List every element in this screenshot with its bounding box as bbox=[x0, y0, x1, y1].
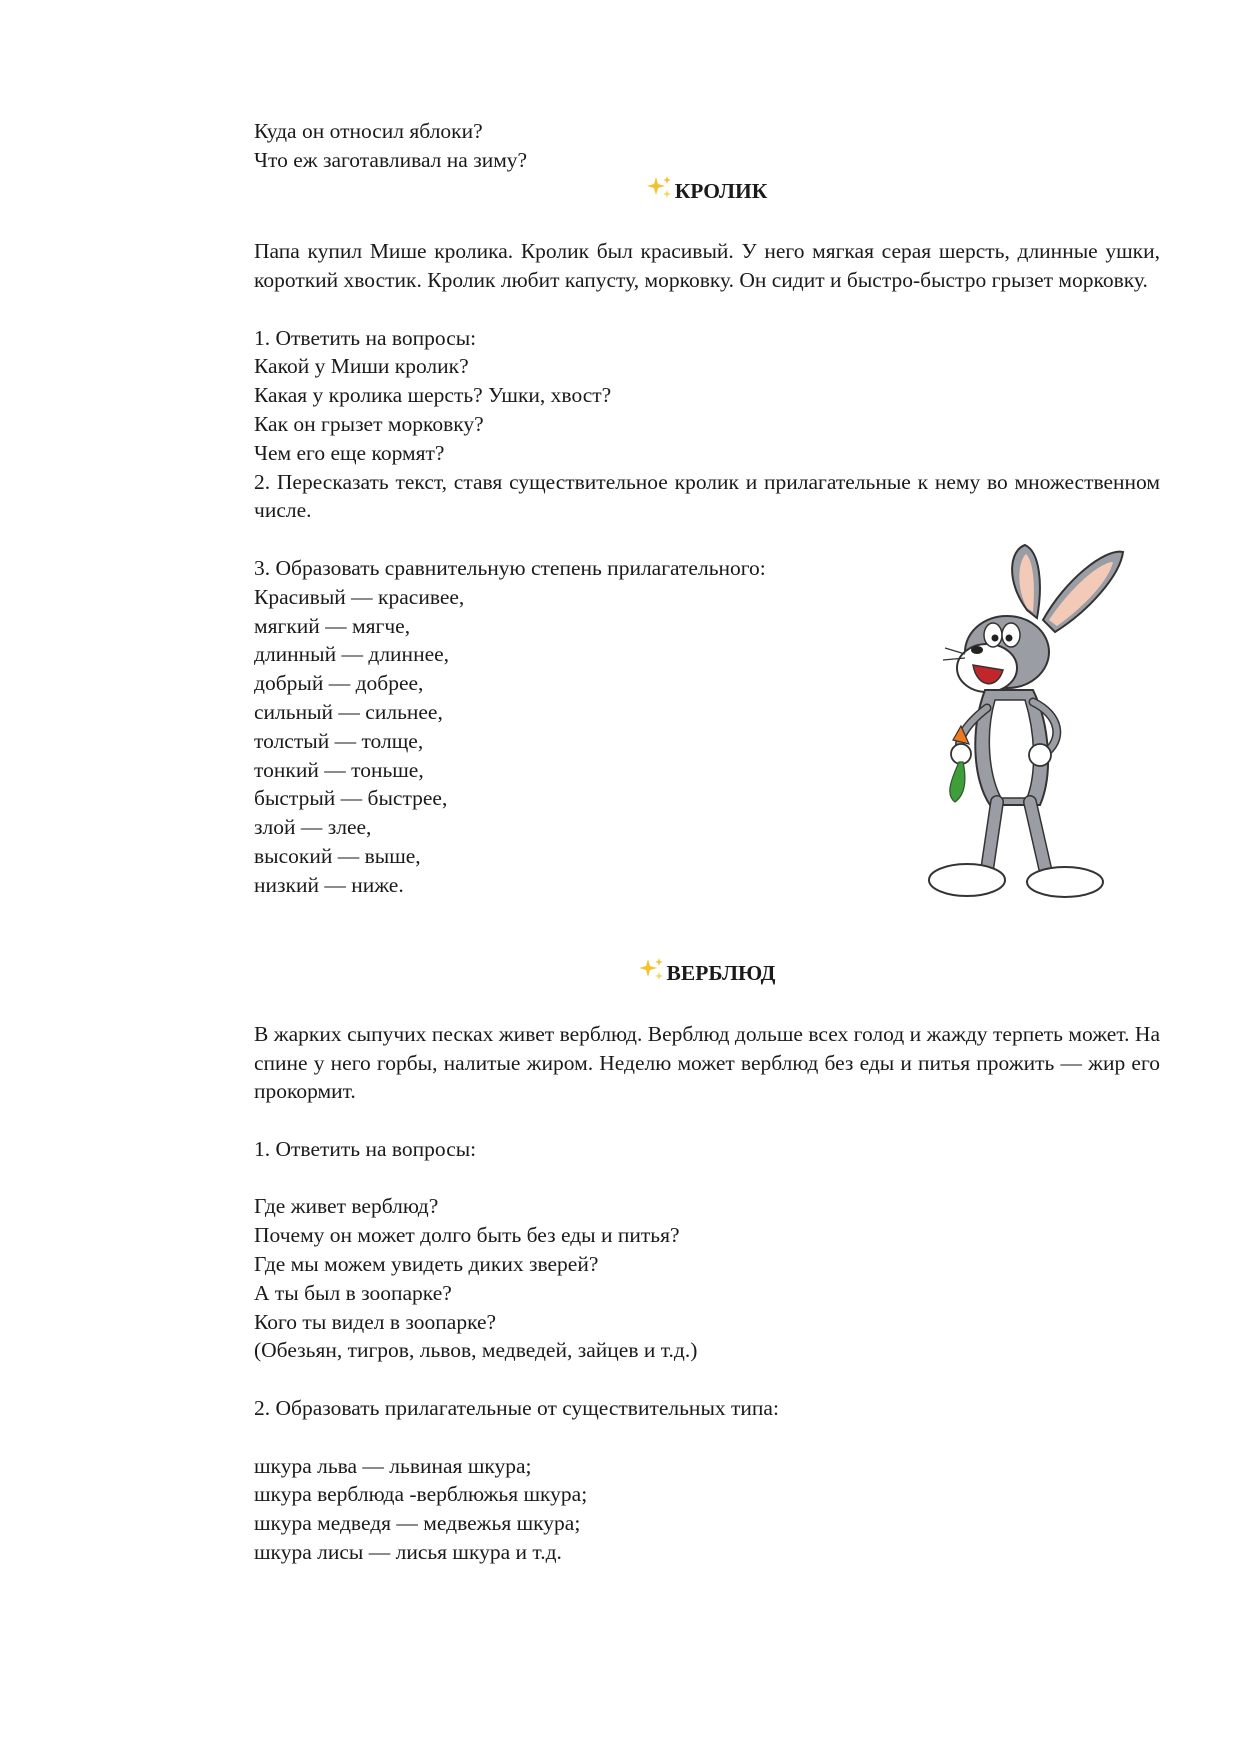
comparative-line: сильный — сильнее, bbox=[254, 699, 443, 724]
question-line: (Обезьян, тигров, львов, медведей, зайцев и т.д.) bbox=[254, 1338, 698, 1363]
question-line: Чем его еще кормят? bbox=[254, 440, 445, 465]
sparkle-icon bbox=[647, 175, 673, 209]
intro-line: Что еж заготавливал на зиму? bbox=[254, 147, 528, 172]
comparative-line: добрый — добрее, bbox=[254, 671, 424, 696]
comparative-line: Красивый — красивее, bbox=[254, 584, 465, 609]
camel-paragraph: В жарких сыпучих песках живет верблюд. Верблюд дольше всех голод и жажду терпеть может. На спине у него горбы, налитые жиром. Неделю может верблюд без еды и питья прожить — жир его прокормит. bbox=[254, 1021, 1160, 1104]
example-line: шкура медведя — медвежья шкура; bbox=[254, 1511, 581, 1536]
comparative-line: мягкий — мягче, bbox=[254, 613, 411, 638]
section-title-text: ВЕРБЛЮД bbox=[666, 961, 776, 986]
comparative-line: длинный — длиннее, bbox=[254, 642, 450, 667]
question-line: Какой у Миши кролик? bbox=[254, 354, 469, 379]
comparative-line: низкий — ниже. bbox=[254, 872, 404, 897]
spacer bbox=[254, 1164, 1160, 1193]
spacer bbox=[254, 1423, 1160, 1452]
section-title-rabbit bbox=[254, 175, 1160, 209]
rabbit-illustration bbox=[915, 540, 1145, 910]
intro-line: Куда он относил яблоки? bbox=[254, 119, 483, 143]
question-line: Где живет верблюд? bbox=[254, 1194, 439, 1219]
comparative-line: злой — злее, bbox=[254, 815, 372, 840]
spacer bbox=[254, 295, 1160, 324]
question-line: Какая у кролика шерсть? Ушки, хвост? bbox=[254, 383, 612, 408]
section-title-text: КРОЛИК bbox=[674, 178, 768, 203]
question-line: Почему он может долго быть без еды и питья? bbox=[254, 1223, 680, 1248]
task-text: 2. Пересказать текст, ставя существительное кролик и прилагательные к нему во множественном числе. bbox=[254, 469, 1160, 523]
rabbit-paragraph: Папа купил Мише кролика. Кролик был красивый. У него мягкая серая шерсть, длинные ушки, короткий хвостик. Кролик любит капусту, морковку. Он сидит и быстро-быстро грызет морковку. bbox=[254, 239, 1160, 292]
comparative-line: тонкий — тоньше, bbox=[254, 757, 424, 782]
task-heading: 1. Ответить на вопросы: bbox=[254, 325, 477, 350]
sparkle-icon bbox=[639, 957, 665, 991]
spacer bbox=[254, 991, 1160, 1020]
comparative-line: высокий — выше, bbox=[254, 843, 421, 868]
question-line: Как он грызет морковку? bbox=[254, 411, 484, 436]
task-heading: 2. Образовать прилагательные от существительных типа: bbox=[254, 1396, 779, 1421]
example-line: шкура верблюда -верблюжья шкура; bbox=[254, 1482, 588, 1507]
example-line: шкура лисы — лисья шкура и т.д. bbox=[254, 1540, 562, 1565]
comparative-line: толстый — толще, bbox=[254, 728, 424, 753]
question-line: Кого ты видел в зоопарке? bbox=[254, 1309, 497, 1334]
spacer bbox=[254, 1106, 1160, 1135]
task-heading: 3. Образовать сравнительную степень прилагательного: bbox=[254, 555, 766, 580]
task-heading: 1. Ответить на вопросы: bbox=[254, 1136, 477, 1161]
example-line: шкура льва — львиная шкура; bbox=[254, 1453, 532, 1478]
spacer bbox=[254, 208, 1160, 237]
spacer bbox=[254, 928, 1160, 957]
question-line: А ты был в зоопарке? bbox=[254, 1280, 452, 1305]
comparative-line: быстрый — быстрее, bbox=[254, 786, 448, 811]
question-line: Где мы можем увидеть диких зверей? bbox=[254, 1252, 599, 1277]
section-title-camel bbox=[254, 957, 1160, 991]
spacer bbox=[254, 1365, 1160, 1394]
